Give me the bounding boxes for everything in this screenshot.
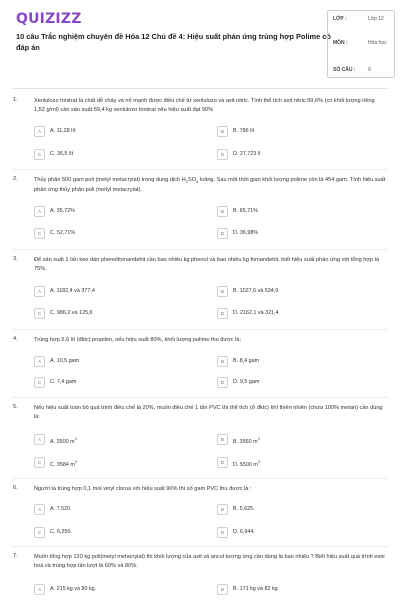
question-text-part: Thủy phân 500 gam poli (metyl metacrylat) trong dung dịch H bbox=[34, 177, 186, 183]
meta-class-label: LỚP : bbox=[333, 16, 347, 22]
question-separator bbox=[12, 169, 388, 170]
option-letter-box: A bbox=[34, 286, 45, 297]
meta-count-label: SỐ CÂU : bbox=[333, 67, 356, 73]
option-letter-box: A bbox=[34, 434, 45, 445]
document-title: 10 câu Trắc nghiệm chuyên đề Hóa 12 Chủ đề 4: Hiệu suất phản ứng trùng hợp Polime có đáp án bbox=[16, 32, 331, 52]
superscript: 3 bbox=[74, 460, 77, 464]
option-text: C. 36,5 lít bbox=[50, 151, 74, 157]
question-text: Người ta trùng hợp 0,1 mol vinyl clorua với hiệu suất 90% thì số gam PVC thu được là : bbox=[34, 486, 252, 492]
option-text: A. 11,28 lít bbox=[50, 128, 76, 134]
option-value: C. 3584 m bbox=[50, 461, 75, 468]
option-letter-box: B bbox=[217, 434, 228, 445]
option-text: B. 786 lít bbox=[233, 128, 255, 134]
option-text bbox=[50, 458, 210, 470]
option-text: B. 65,71% bbox=[233, 208, 258, 214]
option-text: C. 52,71% bbox=[50, 230, 76, 236]
option-letter-box: D bbox=[217, 228, 228, 239]
option-letter-box: D bbox=[217, 308, 228, 319]
option-text: A. 1182,4 và 377,4 bbox=[50, 288, 95, 294]
option-letter-box: D bbox=[217, 149, 228, 160]
option-text: D. 27,723 lí bbox=[233, 151, 261, 157]
meta-count-value: 9 bbox=[368, 67, 371, 73]
option-letter-box: C bbox=[34, 377, 45, 388]
question-text-part: loãng. Sau một thời gian khối lượng polime còn là 454 gam. Tính hiệu suất phản ứng thủy phân poli (metyl metacrylat). bbox=[34, 177, 386, 194]
quizizz-logo: QUIZIZZ bbox=[16, 11, 82, 27]
option-value: A. 3500 m bbox=[50, 438, 75, 445]
meta-subject-label: MÔN : bbox=[333, 40, 348, 46]
option-text: D. 2162,1 và 321,4 bbox=[233, 310, 279, 316]
header-divider bbox=[12, 88, 388, 89]
option-text: C. 7,4 gam bbox=[50, 379, 77, 385]
option-text: A. 7,520. bbox=[50, 506, 72, 512]
question-separator bbox=[12, 329, 388, 330]
option-text: A. 35,72% bbox=[50, 208, 75, 214]
option-value: B. 3560 m bbox=[233, 438, 258, 445]
option-text: B. 8,4 gam bbox=[233, 358, 260, 364]
option-letter-box: B bbox=[217, 286, 228, 297]
option-text: C. 6,250. bbox=[50, 529, 72, 535]
question-text: Nếu hiệu suất toàn bộ quá trình điều chế là 20%, muốn điều chế 1 tấn PVC thì thể tích (ở đktc) khí thiên nhiên (chứa 100% metan) cần dùng là: bbox=[34, 405, 383, 420]
question-separator bbox=[12, 397, 388, 398]
superscript: 3 bbox=[74, 437, 77, 441]
option-text: C. 986,2 và 125,6 bbox=[50, 310, 93, 316]
option-letter-box: A bbox=[34, 584, 45, 595]
question-number: 2. bbox=[13, 176, 18, 182]
question-text: Để sản xuất 1 tấn keo dán phenolfomandehit cần bao nhiêu kg phenol và bao nhiêu kg fomandehit, biết hiệu suất phản ứng với tổng hợp là 75%. bbox=[34, 257, 380, 272]
question-number: 7. bbox=[13, 553, 18, 559]
page-header bbox=[0, 0, 400, 82]
option-text: B. 1027,6 và 534,9 bbox=[233, 288, 279, 294]
question-separator bbox=[12, 546, 388, 547]
superscript: 3 bbox=[257, 437, 260, 441]
option-letter-box: C bbox=[34, 149, 45, 160]
option-letter-box: C bbox=[34, 308, 45, 319]
question-number: 4. bbox=[13, 336, 18, 342]
option-text bbox=[233, 458, 393, 470]
question-text: Trùng hợp 5,6 lít (đktc) propilen, nếu hiệu suất 80%, khối lượng polime thu được là: bbox=[34, 337, 242, 343]
meta-info-box bbox=[327, 10, 395, 78]
option-text: B. 5,625. bbox=[233, 506, 255, 512]
option-letter-box: D bbox=[217, 457, 228, 468]
option-letter-box: D bbox=[217, 377, 228, 388]
question-number: 1. bbox=[13, 97, 18, 103]
question-number: 6. bbox=[13, 485, 18, 491]
option-letter-box: B bbox=[217, 584, 228, 595]
option-letter-box: C bbox=[34, 457, 45, 468]
question-text-part: SO bbox=[187, 177, 197, 183]
option-text: D. 36,98% bbox=[233, 230, 259, 236]
option-letter-box: C bbox=[34, 228, 45, 239]
option-text: D. 9,5 gam bbox=[233, 379, 260, 385]
question-separator bbox=[12, 478, 388, 479]
option-text: D. 6,944. bbox=[233, 529, 255, 535]
question-separator bbox=[12, 249, 388, 250]
option-letter-box: B bbox=[217, 504, 228, 515]
option-letter-box: A bbox=[34, 504, 45, 515]
option-letter-box: D bbox=[217, 527, 228, 538]
question-text: Xenlulozo trinitrat là chất dễ cháy và nổ mạnh được điều chế từ xenlulozo và axit nitric. Tính thể tích axit nitric 99,6% (có khối lượng riêng 1,52 g/ml) cần sản xuất 59,4 kg xenlulozo trinitrat nếu hiệu suất đạt 90% bbox=[34, 98, 375, 113]
option-letter-box: A bbox=[34, 206, 45, 217]
option-letter-box: A bbox=[34, 356, 45, 367]
question-text bbox=[34, 176, 386, 195]
option-letter-box: B bbox=[217, 126, 228, 137]
option-text bbox=[233, 435, 393, 447]
subscript: 4 bbox=[196, 179, 199, 185]
question-text: Muốn tổng hợp 120 kg poli(metyl metacrylat) thì khối lượng của axit và ancol tương ứng cần dùng là bao nhiêu ? Biết hiệu suất quá trình este hoá và trùng hợp lần lượt là 60% và 80%. bbox=[34, 554, 385, 569]
option-text: A. 215 kg và 80 kg. bbox=[50, 586, 97, 592]
superscript: 3 bbox=[257, 460, 260, 464]
option-text: A. 10,5 gam bbox=[50, 358, 80, 364]
subscript: 2 bbox=[185, 179, 188, 185]
meta-class-value: Lớp 12 bbox=[368, 16, 384, 22]
question-number: 5. bbox=[13, 404, 18, 410]
meta-subject-value: Hóa học bbox=[368, 40, 387, 46]
option-text: B. 171 kg và 82 kg bbox=[233, 586, 278, 592]
option-letter-box: A bbox=[34, 126, 45, 137]
option-value: D. 5500 m bbox=[233, 461, 258, 468]
option-letter-box: C bbox=[34, 527, 45, 538]
option-letter-box: B bbox=[217, 356, 228, 367]
question-number: 3. bbox=[13, 256, 18, 262]
option-text bbox=[50, 435, 210, 447]
option-letter-box: B bbox=[217, 206, 228, 217]
